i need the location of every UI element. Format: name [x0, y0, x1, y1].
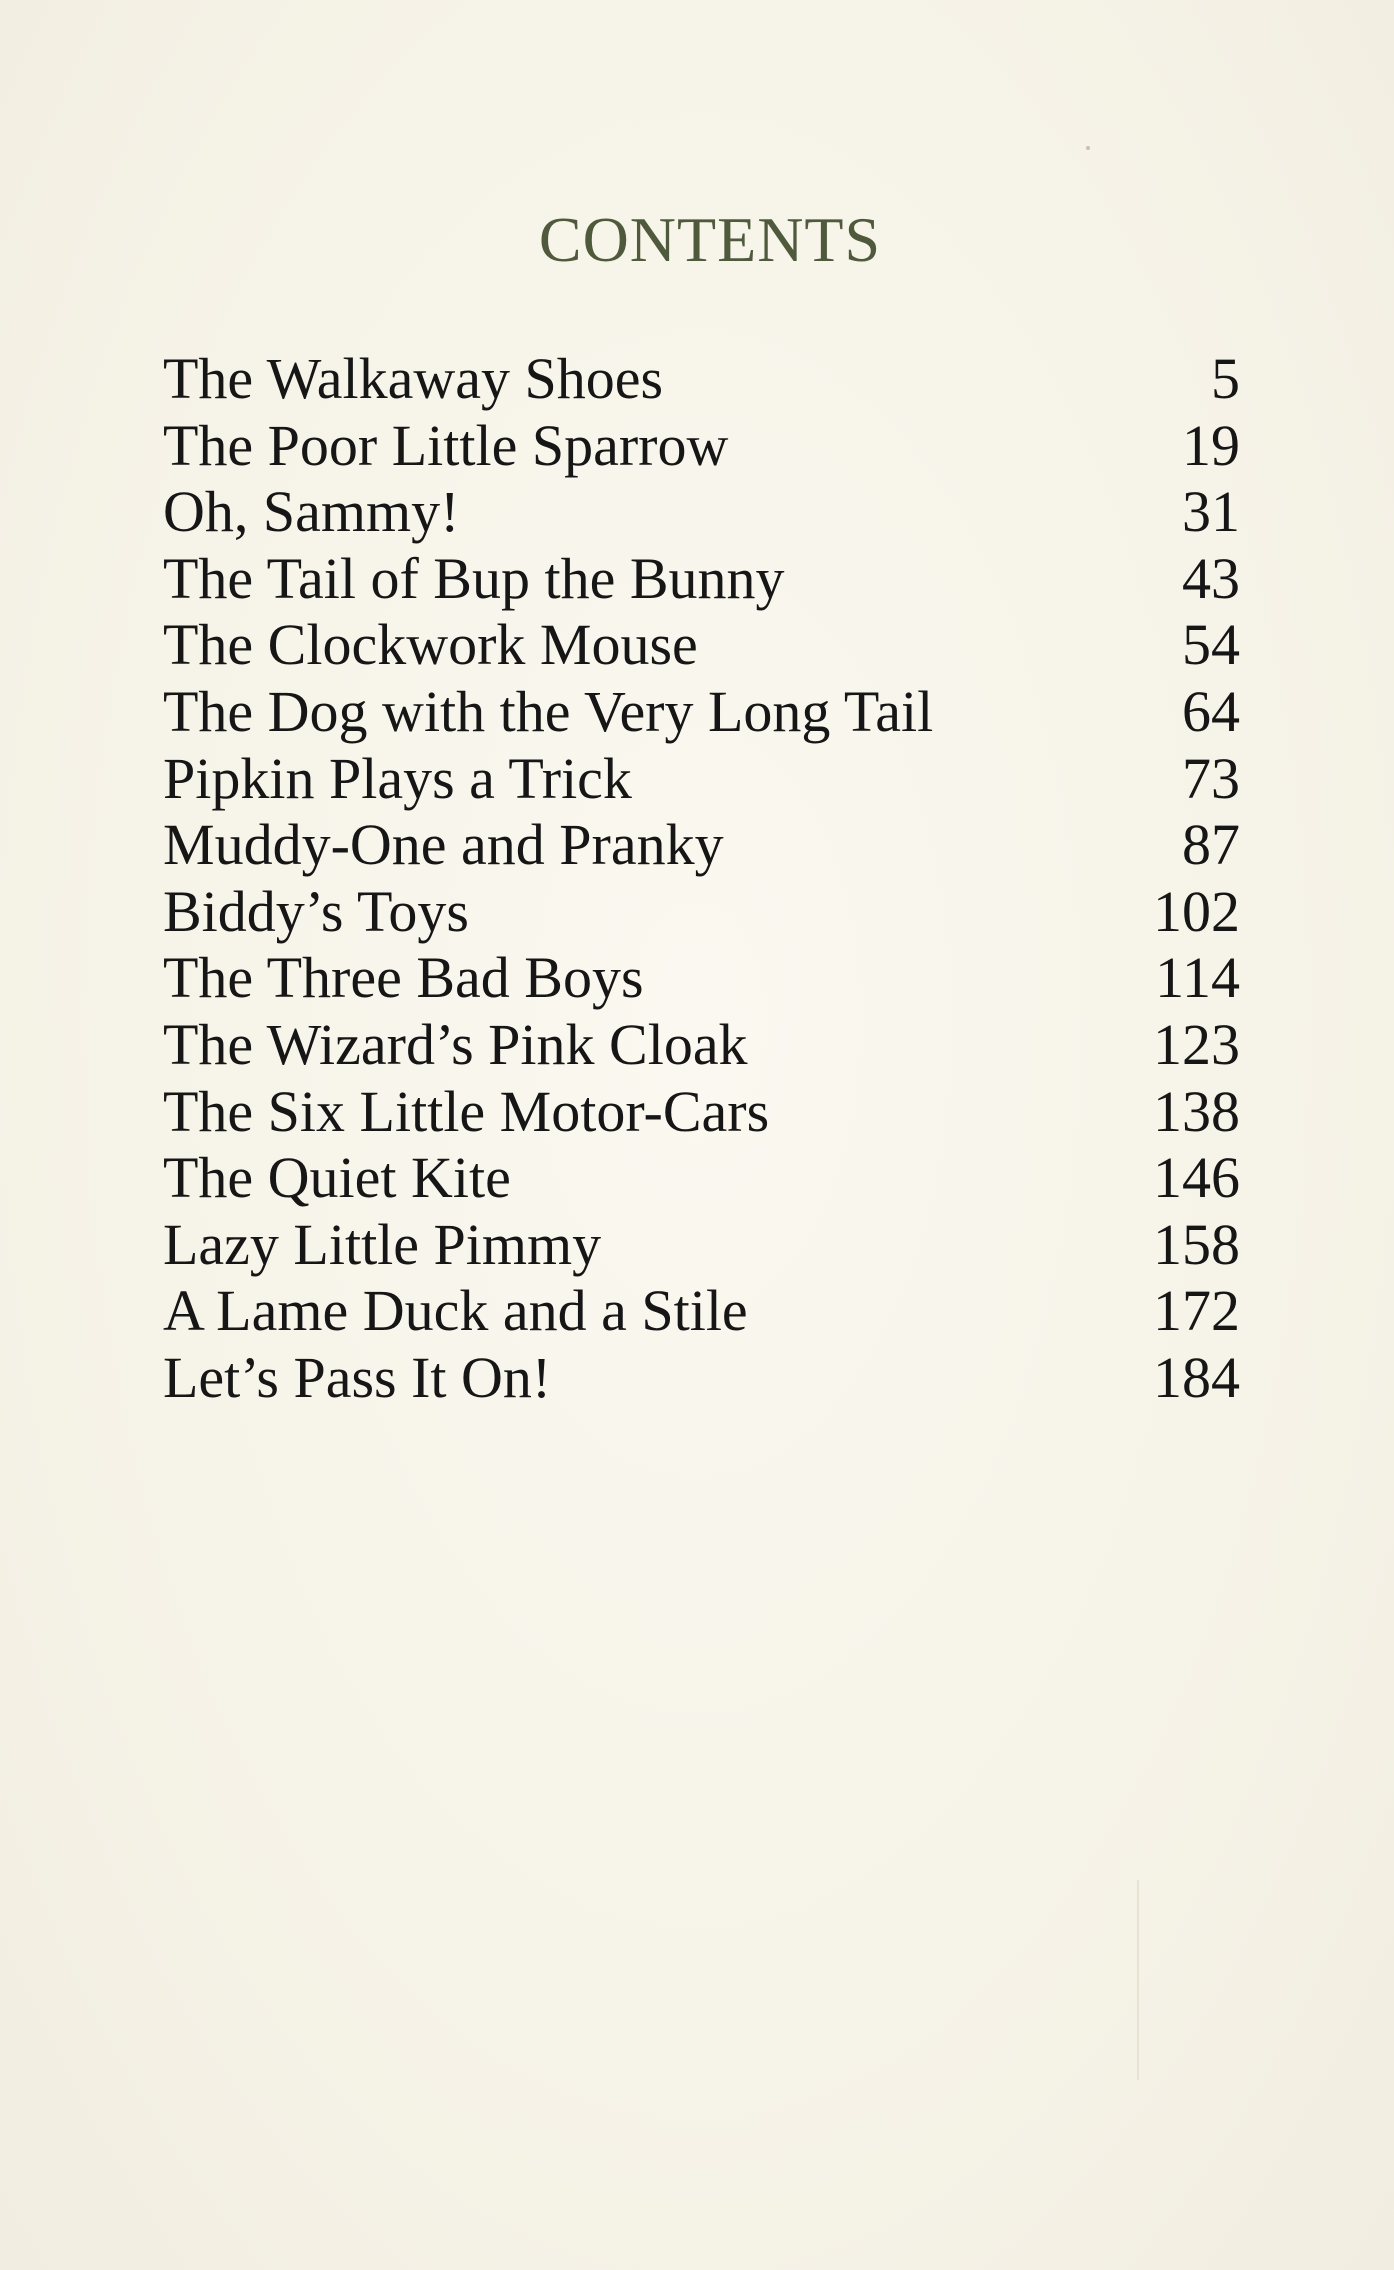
toc-entry-title: Muddy-One and Pranky	[163, 812, 724, 878]
toc-entry-page: 64	[1182, 678, 1240, 744]
toc-entry-title: The Dog with the Very Long Tail	[163, 678, 934, 744]
toc-entry-title: The Quiet Kite	[163, 1145, 511, 1211]
toc-entry-page: 31	[1182, 479, 1240, 545]
toc-entry	[163, 746, 1240, 813]
toc-entry	[163, 812, 1240, 879]
toc-entry	[163, 1145, 1240, 1212]
toc-entry	[163, 679, 1240, 746]
toc-entry-title: The Poor Little Sparrow	[163, 412, 729, 478]
toc-entry	[163, 1212, 1240, 1279]
toc-entry-title: A Lame Duck and a Stile	[163, 1278, 748, 1344]
toc-entry-title: The Three Bad Boys	[163, 945, 644, 1011]
toc-entry-page: 5	[1211, 346, 1240, 411]
toc-entry	[163, 612, 1240, 679]
toc-entry	[163, 1012, 1240, 1079]
toc-entry-page: 87	[1182, 812, 1240, 878]
toc-entry	[163, 479, 1240, 546]
toc-entry-page: 54	[1182, 612, 1240, 678]
toc-entry-page: 102	[1153, 878, 1240, 944]
toc-entry	[163, 1345, 1240, 1412]
toc-entry-title: Oh, Sammy!	[163, 479, 460, 545]
toc-entry	[163, 1278, 1240, 1345]
toc-entry-title: The Tail of Bup the Bunny	[163, 545, 785, 611]
toc-entry-page: 73	[1182, 745, 1240, 811]
toc-entry-title: The Wizard’s Pink Cloak	[163, 1011, 748, 1077]
toc-entry-page: 19	[1182, 412, 1240, 478]
toc-entry-page: 43	[1182, 545, 1240, 611]
toc-entry-title: The Six Little Motor-Cars	[163, 1078, 770, 1144]
contents-heading: CONTENTS	[538, 204, 882, 275]
toc-entry-title: The Clockwork Mouse	[163, 612, 698, 678]
toc-entry	[163, 879, 1240, 946]
toc-entry	[163, 413, 1240, 480]
toc-entry	[163, 346, 1240, 413]
toc-entry-page: 172	[1153, 1278, 1240, 1344]
toc-entry-page: 123	[1153, 1011, 1240, 1077]
toc-entry	[163, 546, 1240, 613]
toc-entry-page: 146	[1153, 1145, 1240, 1211]
toc-entry-title: The Walkaway Shoes	[163, 346, 664, 411]
toc-entry-page: 114	[1155, 945, 1240, 1011]
toc-entry-title: Let’s Pass It On!	[163, 1344, 552, 1410]
toc-entry	[163, 945, 1240, 1012]
toc-entry-title: Biddy’s Toys	[163, 878, 469, 944]
toc-entry-title: Lazy Little Pimmy	[163, 1211, 602, 1277]
show-through-line	[1137, 1880, 1139, 2080]
toc-entry-page: 184	[1153, 1344, 1240, 1410]
toc-entry-title: Pipkin Plays a Trick	[163, 745, 632, 811]
toc-entry	[163, 1079, 1240, 1146]
table-of-contents	[163, 346, 1240, 1412]
paper-speck	[1086, 146, 1090, 150]
toc-entry-page: 158	[1153, 1211, 1240, 1277]
toc-entry-page: 138	[1153, 1078, 1240, 1144]
